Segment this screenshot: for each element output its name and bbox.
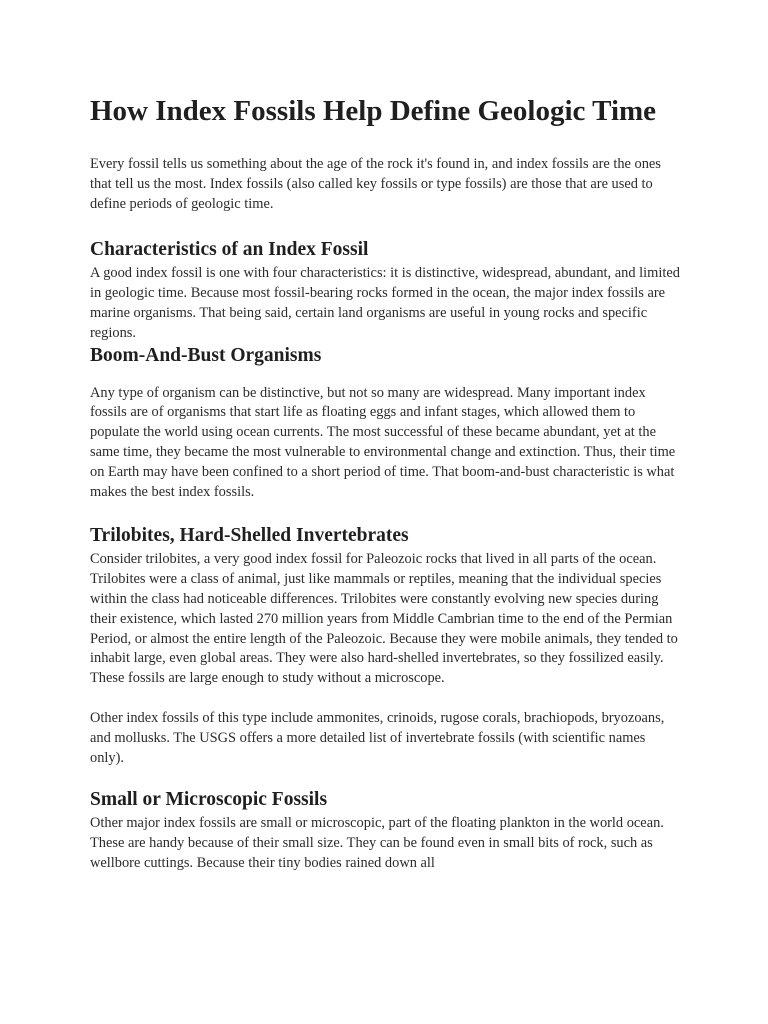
article-title: How Index Fossils Help Define Geologic Time [90, 95, 657, 127]
paragraph-boom-and-bust: Any type of organism can be distinctive, but not so many are widespread. Many important index fossils are of organisms that start life as floating eggs and infant stages, which allowed them to populate the world using ocean currents. The most successful of these became abundant, yet at the same time, they became the most vulnerable to environmental change and extinction. Thus, their time on Earth may have been confined to a short period of time. That boom-and-bust characteristic is what makes the best index fossils. [90, 384, 676, 500]
intro-paragraph: Every fossil tells us something about the age of the rock it's found in, and index fossils are the ones that tell us the most. Index fossils (also called key fossils or type fossils) are those that are used to define periods of geologic time. [90, 156, 661, 212]
section-boom-and-bust [90, 344, 680, 503]
section-trilobites [90, 524, 680, 768]
section-microscopic [90, 788, 680, 873]
section-characteristics [90, 238, 680, 343]
paragraph-microscopic: Other major index fossils are small or microscopic, part of the floating plankton in the world ocean. These are handy because of their small size. They can be found even in small bits of rock, such as wellbore cuttings. Because their tiny bodies rained down all [90, 815, 664, 871]
paragraph-other-index-fossils: Other index fossils of this type include ammonites, crinoids, rugose corals, brachiopods, bryozoans, and mollusks. The USGS offers a more detailed list of invertebrate fossils (with scientific names only). [90, 709, 665, 766]
paragraph-trilobites: Consider trilobites, a very good index fossil for Paleozoic rocks that lived in all parts of the ocean. Trilobites were a class of animal, just like mammals or reptiles, meaning that the individual species within the class had noticeable differences. Trilobites were constantly evolving new species during their existence, which lasted 270 million years from Middle Cambrian time to the end of the Permian Period, or almost the entire length of the Paleozoic. Because they were mobile animals, they tended to inhabit large, even global areas. They were also hard-shelled invertebrates, so they fossilized easily. These fossils are large enough to study without a microscope. [90, 551, 678, 687]
section-heading-microscopic: Small or Microscopic Fossils [90, 789, 328, 811]
section-heading-trilobites: Trilobites, Hard-Shelled Invertebrates [90, 525, 409, 547]
section-heading-boom-and-bust: Boom-And-Bust Organisms [90, 344, 322, 366]
paragraph-characteristics: A good index fossil is one with four characteristics: it is distinctive, widespread, abundant, and limited in geologic time. Because most fossil-bearing rocks formed in the ocean, the major index fossils are marine organisms. That being said, certain land organisms are useful in young rocks and specific regions. [90, 265, 680, 341]
section-heading-characteristics: Characteristics of an Index Fossil [90, 239, 369, 261]
document-page [90, 93, 680, 874]
